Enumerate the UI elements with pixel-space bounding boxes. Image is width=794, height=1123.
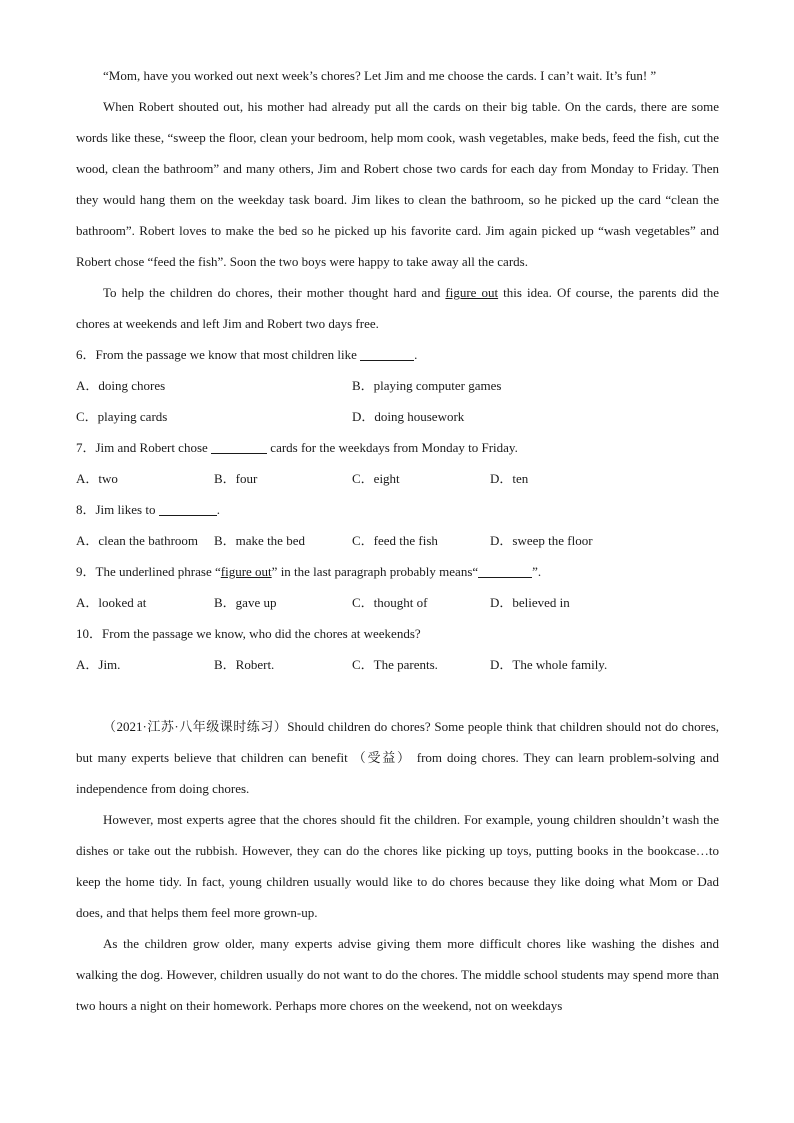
option-a[interactable]: A．looked at	[76, 595, 147, 610]
underlined-phrase: figure out	[445, 285, 499, 300]
passage1-paragraph-1: “Mom, have you worked out next week’s chores? Let Jim and me choose the cards. I can’t wait. It’s fun! ”	[103, 68, 657, 83]
question-8-options	[76, 525, 719, 556]
question-7-options	[76, 463, 719, 494]
question-8-stem: 8．Jim likes to .	[76, 502, 220, 517]
passage2-paragraph-2: However, most experts agree that the chores should fit the children. For example, young children shouldn’t wash the dishes or take out the rubbish. However, they can do the chores like picking up toys, putting books in the bookcase…to keep the home tidy. In fact, young children usually would like to do chores because they like doing what Mom or Dad does, and that helps them feel more grown-up.	[76, 812, 719, 920]
option-d[interactable]: D．sweep the floor	[490, 533, 593, 548]
option-d[interactable]: D．ten	[490, 471, 529, 486]
option-c[interactable]: C．playing cards	[76, 409, 168, 424]
passage2-paragraph-3: As the children grow older, many experts advise giving them more difficult chores like washing the dishes and walking the dog. However, children usually do not want to do the chores. The middle school students may spend more than two hours a night on their homework. Perhaps more chores on the weekend, not on weekdays	[76, 936, 719, 1013]
question-7-stem: 7．Jim and Robert chose cards for the weekdays from Monday to Friday.	[76, 440, 518, 455]
passage2-paragraph-1: （2021·江苏·八年级课时练习）Should children do chores? Some people think that children should not do chores, but many experts believe that children can benefit （受益） from doing chores. They can learn problem-solving and independence from doing chores.	[76, 719, 719, 796]
option-a[interactable]: A．two	[76, 471, 118, 486]
question-10-options	[76, 649, 719, 680]
question-9-stem: 9．The underlined phrase “figure out” in the last paragraph probably means“ ”.	[76, 564, 542, 579]
passage1-paragraph-2: When Robert shouted out, his mother had already put all the cards on their big table. On the cards, there are some words like these, “sweep the floor, clean your bedroom, help mom cook, wash vegetables, make beds, feed the fish, cut the wood, clean the bathroom” and many others, Jim and Robert chose two cards for each day from Monday to Friday. Then they would hang them on the weekday task board. Jim likes to clean the bathroom, so he picked up the card “clean the bathroom”. Robert loves to make the bed so he picked up his favorite card. Jim again picked up “wash vegetables” and Robert chose “feed the fish”. Soon the two boys were happy to take away all the cards.	[76, 99, 719, 269]
option-c[interactable]: C．feed the fish	[352, 533, 438, 548]
document-page	[76, 60, 719, 1021]
option-c[interactable]: C．The parents.	[352, 657, 438, 672]
question-10-stem: 10．From the passage we know, who did the chores at weekends?	[76, 626, 421, 641]
option-c[interactable]: C．thought of	[352, 595, 428, 610]
option-b[interactable]: B．Robert.	[214, 657, 275, 672]
option-b[interactable]: B．make the bed	[214, 533, 305, 548]
answer-blank[interactable]	[211, 439, 267, 454]
option-c[interactable]: C．eight	[352, 471, 400, 486]
option-b[interactable]: B．four	[214, 471, 258, 486]
answer-blank[interactable]	[159, 501, 217, 516]
option-a[interactable]: A．clean the bathroom	[76, 533, 199, 548]
answer-blank[interactable]	[478, 563, 532, 578]
question-9-options	[76, 587, 719, 618]
option-a[interactable]: A．doing chores	[76, 378, 166, 393]
option-b[interactable]: B．gave up	[214, 595, 277, 610]
question-6-options	[76, 370, 719, 401]
paragraph-text: this idea. Of course, the parents did the chores at weekends and left Jim and Robert two days free.	[76, 285, 720, 331]
underlined-phrase: figure out	[220, 564, 272, 579]
option-d[interactable]: D．doing housework	[352, 409, 465, 424]
option-d[interactable]: D．believed in	[490, 595, 570, 610]
option-d[interactable]: D．The whole family.	[490, 657, 608, 672]
paragraph-text: To help the children do chores, their mother thought hard and	[103, 285, 441, 300]
option-a[interactable]: A．Jim.	[76, 657, 121, 672]
question-6-options-row2	[76, 401, 719, 432]
passage1-paragraph-3	[76, 277, 719, 339]
option-b[interactable]: B．playing computer games	[352, 378, 502, 393]
question-6-stem: 6．From the passage we know that most children like .	[76, 347, 418, 362]
section-gap	[76, 680, 719, 711]
answer-blank[interactable]	[360, 346, 414, 361]
